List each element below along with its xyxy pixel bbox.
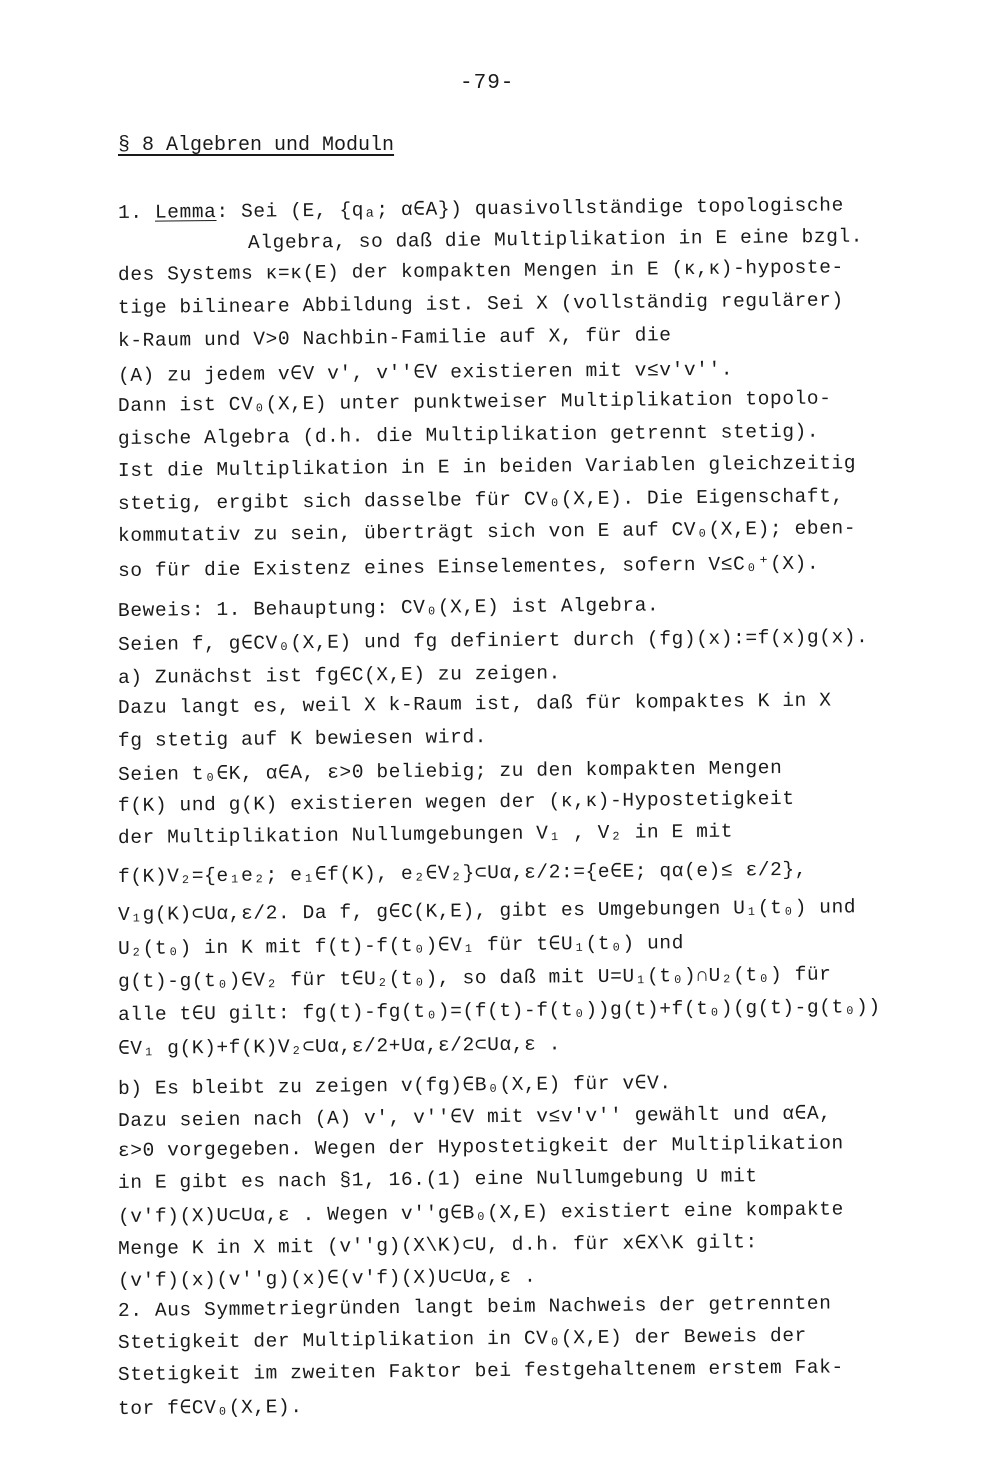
proof-line: Seien f, g∈CV₀(X,E) und fg definiert durch (fg)(x):=f(x)g(x). xyxy=(117,626,869,656)
proof-line: Dazu langt es, weil X k-Raum ist, daß für kompaktes K in X xyxy=(117,689,832,719)
proof-line: Stetigkeit im zweiten Faktor bei festgehaltenem erstem Fak- xyxy=(117,1356,844,1386)
lemma-number: 1. xyxy=(117,201,156,224)
lemma-line: Algebra, so daß die Multiplikation in E eine bzgl. xyxy=(247,225,864,254)
proof-line: ε>0 vorgegeben. Wegen der Hypostetigkeit der Multiplikation xyxy=(117,1132,844,1162)
lemma-line: (A) zu jedem v∈V v', v''∈V existieren mit v≤v'v''. xyxy=(117,358,734,387)
lemma-line: kommutativ zu sein, überträgt sich von E auf CV₀(X,E); eben- xyxy=(117,517,857,547)
lemma-label: Lemma xyxy=(154,200,217,224)
lemma-line: k-Raum und V>0 Nachbin-Familie auf X, für die xyxy=(117,324,672,352)
lemma-line: Dann ist CV₀(X,E) unter punktweiser Multiplikation topolo- xyxy=(117,387,832,417)
lemma-line: Ist die Multiplikation in E in beiden Variablen gleichzeitig xyxy=(117,452,857,482)
proof-line: in E gibt es nach §1, 16.(1) eine Nullumgebung U mit xyxy=(117,1165,758,1194)
proof-line: g(t)-g(t₀)∈V₂ für t∈U₂(t₀), so daß mit U=U₁(t₀)∩U₂(t₀) für xyxy=(117,963,832,993)
proof-line: a) Zunächst ist fg∈C(X,E) zu zeigen. xyxy=(117,662,562,689)
lemma-line: des Systems κ=κ(E) der kompakten Mengen in E (κ,κ)-hyposte- xyxy=(117,256,844,286)
proof-line: f(K) und g(K) existieren wegen der (κ,κ)-Hypostetigkeit xyxy=(117,787,795,817)
proof-line: Stetigkeit der Multiplikation in CV₀(X,E) der Beweis der xyxy=(117,1324,807,1354)
proof-line: Menge K in X mit (v''g)(X\K)⊂U, d.h. für x∈X\K gilt: xyxy=(117,1231,758,1260)
proof-line: 2. Aus Symmetriegründen langt beim Nachweis der getrennten xyxy=(117,1292,832,1322)
lemma-line: so für die Existenz eines Einselementes, sofern V≤C₀⁺(X). xyxy=(117,552,820,582)
proof-line: tor f∈CV₀(X,E). xyxy=(117,1396,303,1420)
proof-line: U₂(t₀) in K mit f(t)-f(t₀)∈V₁ für t∈U₁(t₀) und xyxy=(117,932,685,960)
proof-line: fg stetig auf K bewiesen wird. xyxy=(117,726,488,752)
proof-line: b) Es bleibt zu zeigen v(fg)∈B₀(X,E) für v∈V. xyxy=(117,1072,672,1100)
lemma-line-text: : Sei (E, {qₐ; α∈A}) quasivollständige topologische xyxy=(216,194,844,223)
page-number: -79- xyxy=(460,72,515,95)
proof-line: alle t∈U gilt: fg(t)-fg(t₀)=(f(t)-f(t₀))g(t)+f(t₀)(g(t)-g(t₀)) xyxy=(117,996,881,1026)
lemma-line xyxy=(118,192,844,224)
section-heading: § 8 Algebren und Moduln xyxy=(118,134,395,157)
proof-line: ∈V₁ g(K)+f(K)V₂⊂Uα,ε/2+Uα,ε/2⊂Uα,ε . xyxy=(117,1033,562,1060)
proof-line: Seien t₀∈K, α∈A, ε>0 beliebig; zu den kompakten Mengen xyxy=(117,757,783,786)
proof-line: f(K)V₂={e₁e₂; e₁∈f(K), e₂∈V₂}⊂Uα,ε/2:={e∈E; qα(e)≤ ε/2}, xyxy=(117,858,808,888)
proof-line: Dazu seien nach (A) v', v''∈V mit v≤v'v'' gewählt und α∈A, xyxy=(117,1102,832,1132)
lemma-line: gische Algebra (d.h. die Multiplikation getrennt stetig). xyxy=(117,420,820,450)
proof-line: (v'f)(X)U⊂Uα,ε . Wegen v''g∈B₀(X,E) existiert eine kompakte xyxy=(117,1198,844,1228)
proof-line: der Multiplikation Nullumgebungen V₁ , V₂ in E mit xyxy=(117,820,734,849)
proof-line: Beweis: 1. Behauptung: CV₀(X,E) ist Algebra. xyxy=(117,594,660,622)
lemma-line: stetig, ergibt sich dasselbe für CV₀(X,E). Die Eigenschaft, xyxy=(117,485,844,515)
lemma-line: tige bilineare Abbildung ist. Sei X (vollständig regulärer) xyxy=(117,289,844,319)
proof-line: V₁g(K)⊂Uα,ε/2. Da f, g∈C(K,E), gibt es Umgebungen U₁(t₀) und xyxy=(117,896,857,926)
proof-line: (v'f)(x)(v''g)(x)∈(v'f)(X)U⊂Uα,ε . xyxy=(117,1265,537,1292)
